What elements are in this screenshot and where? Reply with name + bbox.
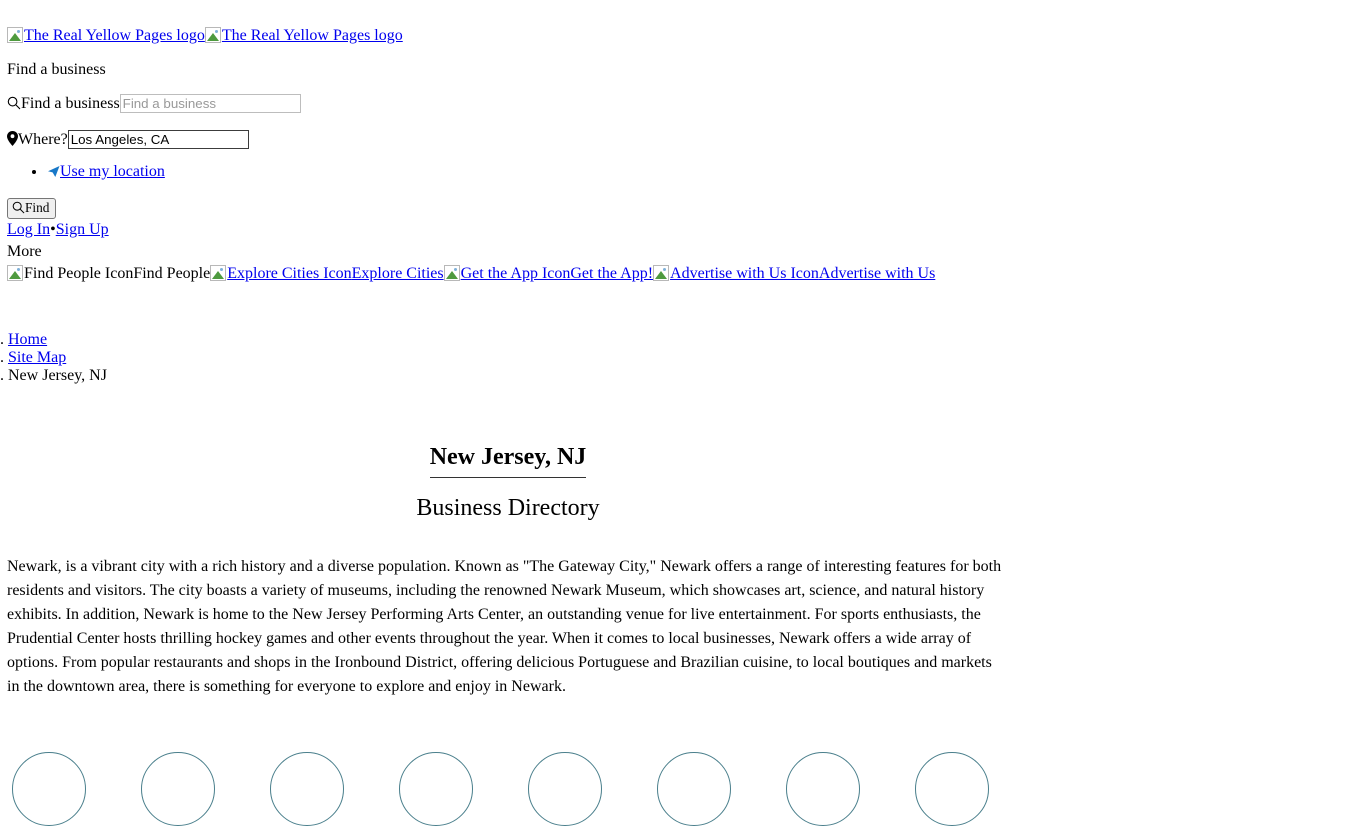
nav-label-advertise: Advertise with Us xyxy=(818,265,936,282)
business-search-label: Find a business xyxy=(21,95,120,112)
nav-label-find-people: Find People xyxy=(133,265,211,282)
breadcrumb-item-home[interactable] xyxy=(0,331,1366,349)
location-input[interactable] xyxy=(68,130,249,149)
nav-label-explore-cities: Explore Cities xyxy=(351,265,444,282)
broken-image-icon xyxy=(7,265,23,281)
logo-link-secondary[interactable] xyxy=(205,27,403,44)
auth-links xyxy=(0,219,1366,241)
find-button-row xyxy=(0,198,1366,219)
sign-up-link[interactable]: Sign Up xyxy=(55,221,109,238)
search-icon xyxy=(7,95,21,117)
category-circle[interactable] xyxy=(141,752,215,826)
nav-label-get-the-app: Get the App! xyxy=(570,265,654,282)
nav-item-explore-cities[interactable] xyxy=(210,265,443,282)
logo-link-primary[interactable] xyxy=(7,27,205,44)
category-circle[interactable] xyxy=(12,752,86,826)
breadcrumb xyxy=(0,331,1366,385)
breadcrumb-item-site-map[interactable] xyxy=(0,349,1366,367)
logo-alt-text-primary: The Real Yellow Pages logo xyxy=(24,27,205,44)
broken-image-icon xyxy=(653,265,669,281)
location-search-row xyxy=(0,129,1366,153)
auth-separator: • xyxy=(50,221,56,238)
site-logos xyxy=(0,25,1366,47)
search-icon xyxy=(12,200,25,215)
broken-image-icon xyxy=(7,27,23,43)
nav-icon-alt-get-the-app: Get the App Icon xyxy=(460,265,571,282)
category-circle[interactable] xyxy=(270,752,344,826)
category-circle[interactable] xyxy=(657,752,731,826)
use-my-location-item[interactable] xyxy=(47,161,1366,185)
location-pin-icon xyxy=(7,131,18,153)
business-search-row xyxy=(0,93,1366,117)
page-title: New Jersey, NJ xyxy=(430,443,587,478)
category-circle[interactable] xyxy=(528,752,602,826)
utility-nav xyxy=(0,263,1366,285)
more-label: More xyxy=(7,243,42,260)
use-my-location-list xyxy=(0,161,1366,185)
category-circles xyxy=(0,752,1366,826)
nav-item-advertise-with-us[interactable] xyxy=(653,265,935,282)
category-circle[interactable] xyxy=(399,752,473,826)
find-button[interactable] xyxy=(7,198,56,219)
category-circle[interactable] xyxy=(915,752,989,826)
breadcrumb-item-current xyxy=(0,367,1366,385)
logo-alt-text-secondary: The Real Yellow Pages logo xyxy=(221,27,403,44)
nav-icon-alt-advertise: Advertise with Us Icon xyxy=(670,265,819,282)
location-search-label: Where? xyxy=(18,131,68,148)
broken-image-icon xyxy=(205,27,221,43)
category-circle[interactable] xyxy=(786,752,860,826)
city-description: Newark, is a vibrant city with a rich history and a diverse population. Known as "The Gateway City," Newark offers a range of interesting features for both residents and visitors. The city boasts a variety of museums, including the renowned Newark Museum, which showcases art, science, and natural history exhibits. In addition, Newark is home to the New Jersey Performing Arts Center, an outstanding venue for live entertainment. For sports enthusiasts, the Prudential Center hosts thrilling hockey games and other events throughout the year. When it comes to local businesses, Newark offers a wide array of options. From popular restaurants and shops in the Ironbound District, offering delicious Portuguese and Brazilian cuisine, to local boutiques and markets in the downtown area, there is something for everyone to explore and enjoy in Newark. xyxy=(7,558,1002,695)
breadcrumb-link-home[interactable]: Home xyxy=(8,331,48,348)
broken-image-icon xyxy=(444,265,460,281)
nav-icon-alt-explore-cities: Explore Cities Icon xyxy=(227,265,352,282)
nav-item-find-people[interactable] xyxy=(7,265,210,282)
use-my-location-link[interactable]: Use my location xyxy=(60,163,165,180)
navigation-arrow-icon xyxy=(47,163,60,185)
breadcrumb-link-site-map[interactable]: Site Map xyxy=(8,349,67,366)
breadcrumb-current-label: New Jersey, NJ xyxy=(8,367,107,384)
nav-item-get-the-app[interactable] xyxy=(444,265,653,282)
broken-image-icon xyxy=(210,265,226,281)
log-in-link[interactable]: Log In xyxy=(7,221,51,238)
nav-icon-alt-find-people: Find People Icon xyxy=(24,265,134,282)
find-a-business-heading: Find a business xyxy=(7,61,106,78)
search-input[interactable] xyxy=(120,94,301,113)
page-title-block xyxy=(0,443,1016,522)
find-button-label: Find xyxy=(25,200,50,215)
page-subtitle: Business Directory xyxy=(416,495,600,521)
